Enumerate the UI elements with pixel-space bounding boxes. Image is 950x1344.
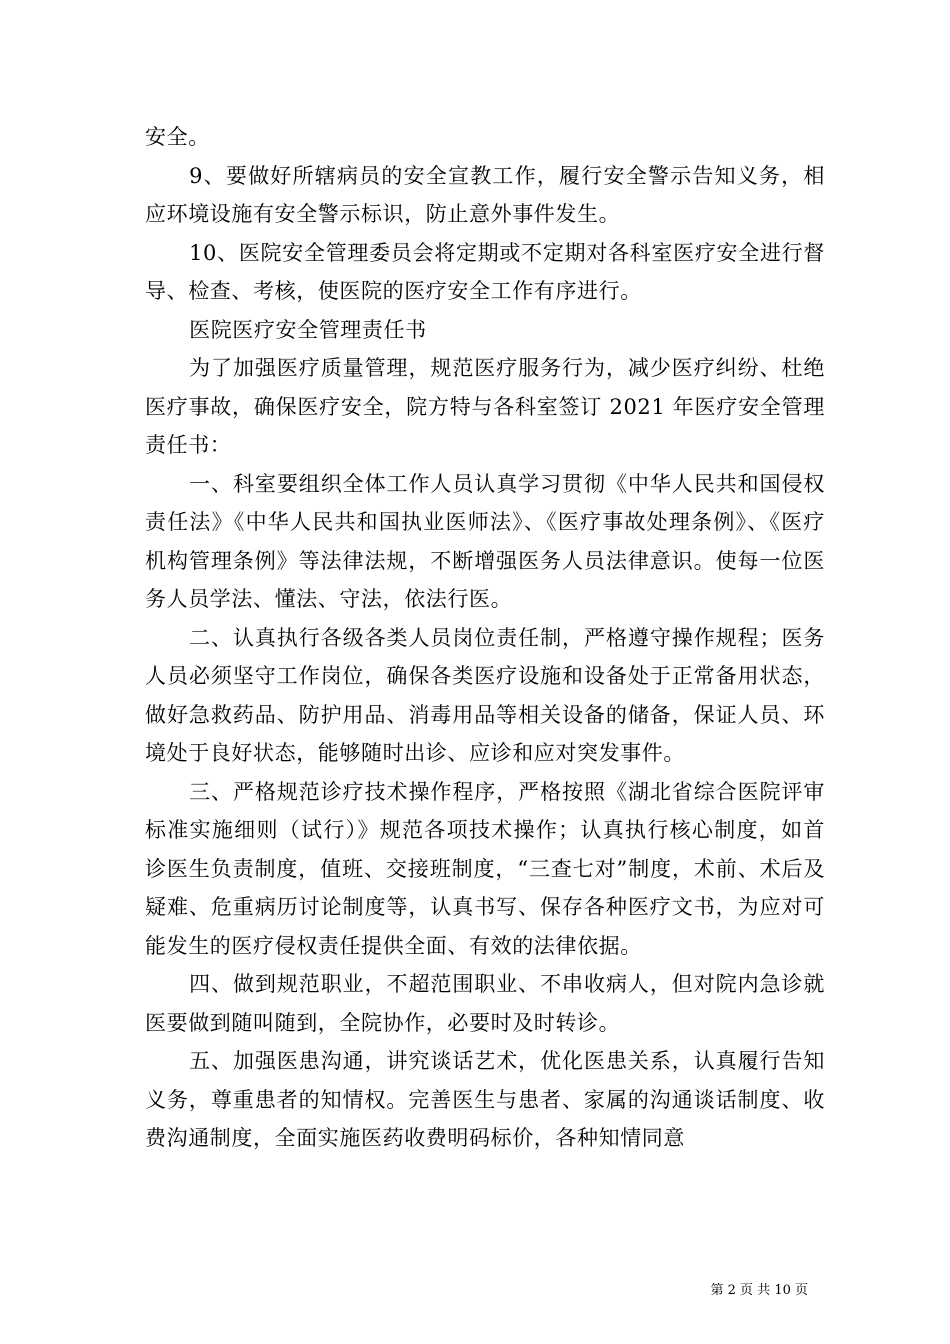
document-body	[145, 118, 825, 1158]
paragraph-clause-5: 五、加强医患沟通，讲究谈话艺术，优化医患关系，认真履行告知义务，尊重患者的知情权。完善医生与患者、家属的沟通谈话制度、收费沟通制度，全面实施医药收费明码标价，各种知情同意	[145, 1049, 825, 1150]
paragraph-item-10: 10、医院安全管理委员会将定期或不定期对各科室医疗安全进行督导、检查、考核，使医院的医疗安全工作有序进行。	[145, 240, 825, 303]
paragraph-clause-2: 二、认真执行各级各类人员岗位责任制，严格遵守操作规程；医务人员必须坚守工作岗位，确保各类医疗设施和设备处于正常备用状态，做好急救药品、防护用品、消毒用品等相关设备的储备，保证人员、环境处于良好状态，能够随时出诊、应诊和应对突发事件。	[145, 625, 825, 765]
page-number-footer: 第 2 页 共 10 页	[710, 1283, 808, 1298]
section-title: 医院医疗安全管理责任书	[189, 317, 427, 342]
paragraph-clause-4: 四、做到规范职业，不超范围职业、不串收病人，但对院内急诊就医要做到随叫随到，全院协作，必要时及时转诊。	[145, 972, 825, 1035]
paragraph-item-9: 9、要做好所辖病员的安全宣教工作，履行安全警示告知义务，相应环境设施有安全警示标识，防止意外事件发生。	[145, 163, 825, 226]
paragraph-intro: 为了加强医疗质量管理，规范医疗服务行为，减少医疗纠纷、杜绝医疗事故，确保医疗安全，院方特与各科室签订 2021 年医疗安全管理责任书：	[145, 356, 825, 457]
paragraph-clause-3: 三、严格规范诊疗技术操作程序，严格按照《湖北省综合医院评审标准实施细则（试行）》规范各项技术操作；认真执行核心制度，如首诊医生负责制度，值班、交接班制度，“三查七对”制度，术前、术后及疑难、危重病历讨论制度等，认真书写、保存各种医疗文书，为应对可能发生的医疗侵权责任提供全面、有效的法律依据。	[145, 779, 825, 958]
paragraph-continuation: 安全。	[145, 125, 210, 149]
paragraph-clause-1: 一、科室要组织全体工作人员认真学习贯彻《中华人民共和国侵权责任法》《中华人民共和国执业医师法》、《医疗事故处理条例》、《医疗机构管理条例》等法律法规，不断增强医务人员法律意识。使每一位医务人员学法、懂法、守法，依法行医。	[145, 471, 825, 611]
